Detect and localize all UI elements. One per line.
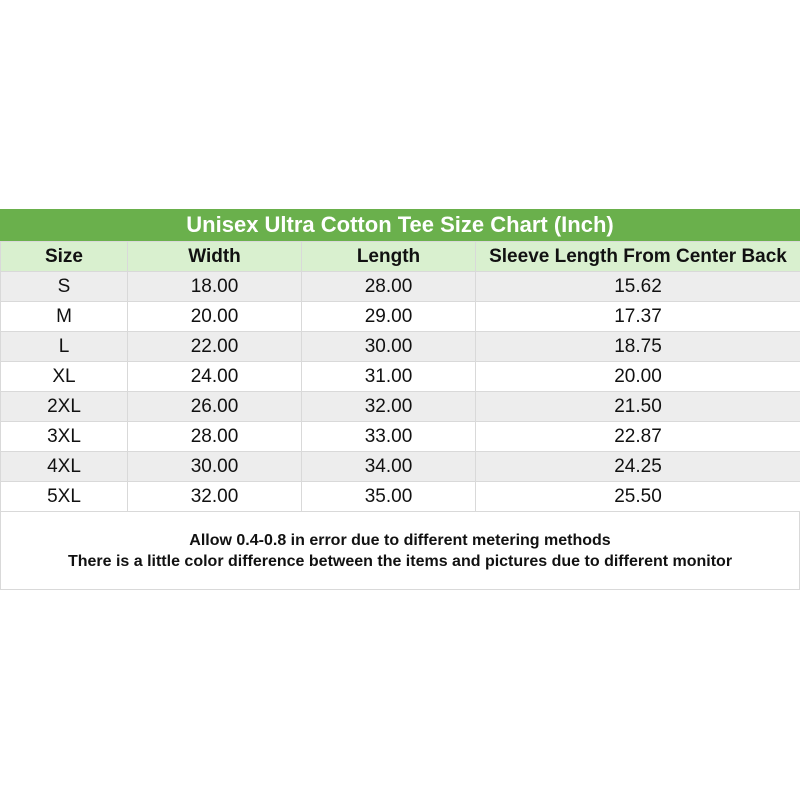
table-cell: 28.00: [302, 272, 476, 302]
table-row: [1, 272, 800, 302]
table-row: [1, 422, 800, 452]
table-row: [1, 362, 800, 392]
table-row: [1, 332, 800, 362]
table-row: [1, 302, 800, 332]
table-cell: 21.50: [476, 392, 800, 422]
table-cell: 5XL: [1, 482, 128, 512]
table-row: [1, 392, 800, 422]
table-cell: 22.00: [128, 332, 302, 362]
table-cell: 15.62: [476, 272, 800, 302]
table-cell: 32.00: [128, 482, 302, 512]
table-cell: S: [1, 272, 128, 302]
chart-title: Unisex Ultra Cotton Tee Size Chart (Inch): [0, 209, 800, 241]
table-cell: 29.00: [302, 302, 476, 332]
table-row: [1, 452, 800, 482]
table-cell: 24.00: [128, 362, 302, 392]
table-cell: 30.00: [302, 332, 476, 362]
table-cell: 35.00: [302, 482, 476, 512]
note-line: There is a little color difference between the items and pictures due to different monitor: [67, 552, 733, 570]
table-cell: 31.00: [302, 362, 476, 392]
size-table: [0, 241, 800, 512]
table-row: [1, 482, 800, 512]
table-cell: 17.37: [476, 302, 800, 332]
note-line: Allow 0.4-0.8 in error due to different metering methods: [189, 531, 611, 549]
table-cell: M: [1, 302, 128, 332]
table-cell: 33.00: [302, 422, 476, 452]
column-header: Size: [1, 242, 128, 272]
table-cell: 3XL: [1, 422, 128, 452]
table-cell: 34.00: [302, 452, 476, 482]
table-cell: 26.00: [128, 392, 302, 422]
table-cell: L: [1, 332, 128, 362]
table-cell: 2XL: [1, 392, 128, 422]
table-cell: 22.87: [476, 422, 800, 452]
table-body: [1, 272, 800, 512]
table-cell: 28.00: [128, 422, 302, 452]
notes: [0, 512, 800, 590]
table-cell: 30.00: [128, 452, 302, 482]
table-cell: 25.50: [476, 482, 800, 512]
header-row: [1, 242, 800, 272]
table-cell: 20.00: [476, 362, 800, 392]
table-cell: 32.00: [302, 392, 476, 422]
size-chart: [0, 209, 800, 590]
table-cell: 4XL: [1, 452, 128, 482]
table-cell: 20.00: [128, 302, 302, 332]
column-header: Length: [302, 242, 476, 272]
column-header: Sleeve Length From Center Back: [476, 242, 800, 272]
table-cell: 18.75: [476, 332, 800, 362]
table-cell: XL: [1, 362, 128, 392]
column-header: Width: [128, 242, 302, 272]
table-cell: 18.00: [128, 272, 302, 302]
table-cell: 24.25: [476, 452, 800, 482]
